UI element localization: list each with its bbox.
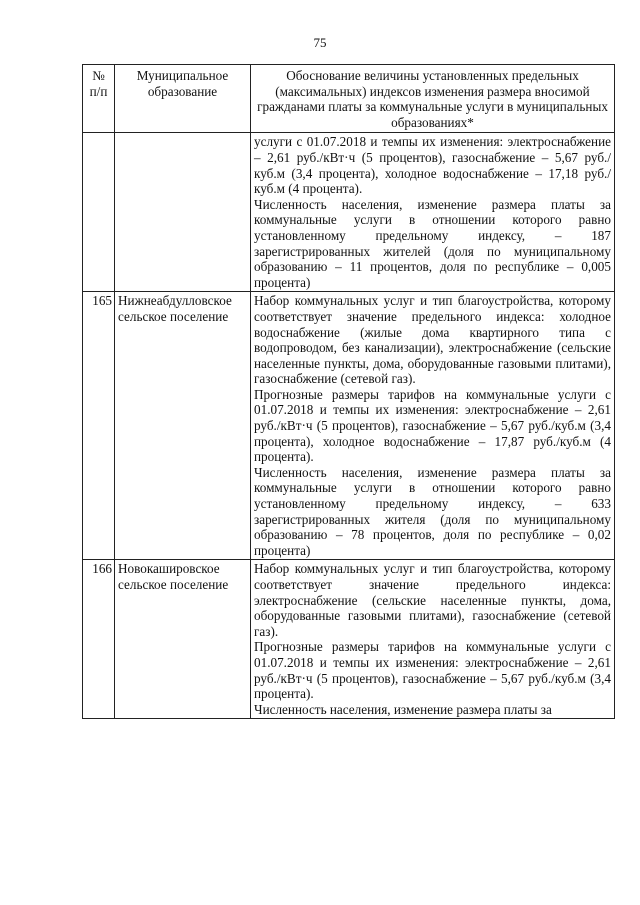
row-municipality: Нижнеабдулловское сельское поселение xyxy=(115,292,251,560)
header-justification: Обоснование величины установленных предельных (максимальных) индексов изменения размера вносимой гражданами платы за коммунальные услуги в муниципальных образованиях* xyxy=(251,65,615,133)
row-number xyxy=(83,133,115,292)
row-justification xyxy=(251,560,615,719)
row-number: 165 xyxy=(83,292,115,560)
justification-paragraph: Численность населения, изменение размера платы за xyxy=(254,701,552,717)
municipal-index-table xyxy=(82,64,615,719)
row-municipality xyxy=(115,133,251,292)
justification-paragraph: Прогнозные размеры тарифов на коммунальные услуги с 01.07.2018 и темпы их изменения: электроснабжение – 2,61 руб./кВт·ч (5 процентов), газоснабжение – 5,67 руб./куб.м (3,4 процента), холодное водоснабжение – 17,87 руб./куб.м (4 процента). xyxy=(254,386,611,465)
table-header-row xyxy=(83,65,615,133)
header-municipality: Муниципальное образование xyxy=(115,65,251,133)
justification-paragraph: Численность населения, изменение размера платы за коммунальные услуги в отношении которого равно установленному предельному индексу, – 633 зарегистрированных жителя (доля по муниципальному образованию – 78 процентов, доля по республике – 0,02 процента) xyxy=(254,464,611,558)
header-number: № п/п xyxy=(83,65,115,133)
row-justification xyxy=(251,133,615,292)
row-justification xyxy=(251,292,615,560)
table-row xyxy=(83,133,615,292)
page-number: 75 xyxy=(313,35,327,50)
justification-paragraph: Численность населения, изменение размера платы за коммунальные услуги в отношении которого равно установленному предельному индексу, – 187 зарегистрированных жителей (доля по муниципальному образованию – 11 процентов, доля по республике – 0,005 процента) xyxy=(254,196,611,290)
justification-paragraph: Набор коммунальных услуг и тип благоустройства, которому соответствует значение предельного индекса: электроснабжение (сельские населенные пункты, дома, оборудованные газовыми плитами), газоснабжение (сетевой газ). xyxy=(254,561,611,639)
table-row xyxy=(83,560,615,719)
justification-paragraph: Набор коммунальных услуг и тип благоустройства, которому соответствует значение предельного индекса: холодное водоснабжение (жилые дома квартирного типа с водопроводом, без канализации), электроснабжение (сельские населенные пункты, дома, оборудованные газовыми плитами), газоснабжение (сетевой газ). xyxy=(254,293,611,387)
row-municipality: Новокашировское сельское поселение xyxy=(115,560,251,719)
table-row xyxy=(83,292,615,560)
justification-paragraph: услуги с 01.07.2018 и темпы их изменения: электроснабжение – 2,61 руб./кВт·ч (5 процентов), газоснабжение – 5,67 руб./куб.м (3,4 процента), холодное водоснабжение – 17,18 руб./куб.м (4 процента). xyxy=(254,134,611,197)
justification-paragraph: Прогнозные размеры тарифов на коммунальные услуги с 01.07.2018 и темпы их изменения: электроснабжение – 2,61 руб./кВт·ч (5 процентов), газоснабжение – 5,67 руб./куб.м (3,4 процента). xyxy=(254,639,611,702)
row-number: 166 xyxy=(83,560,115,719)
